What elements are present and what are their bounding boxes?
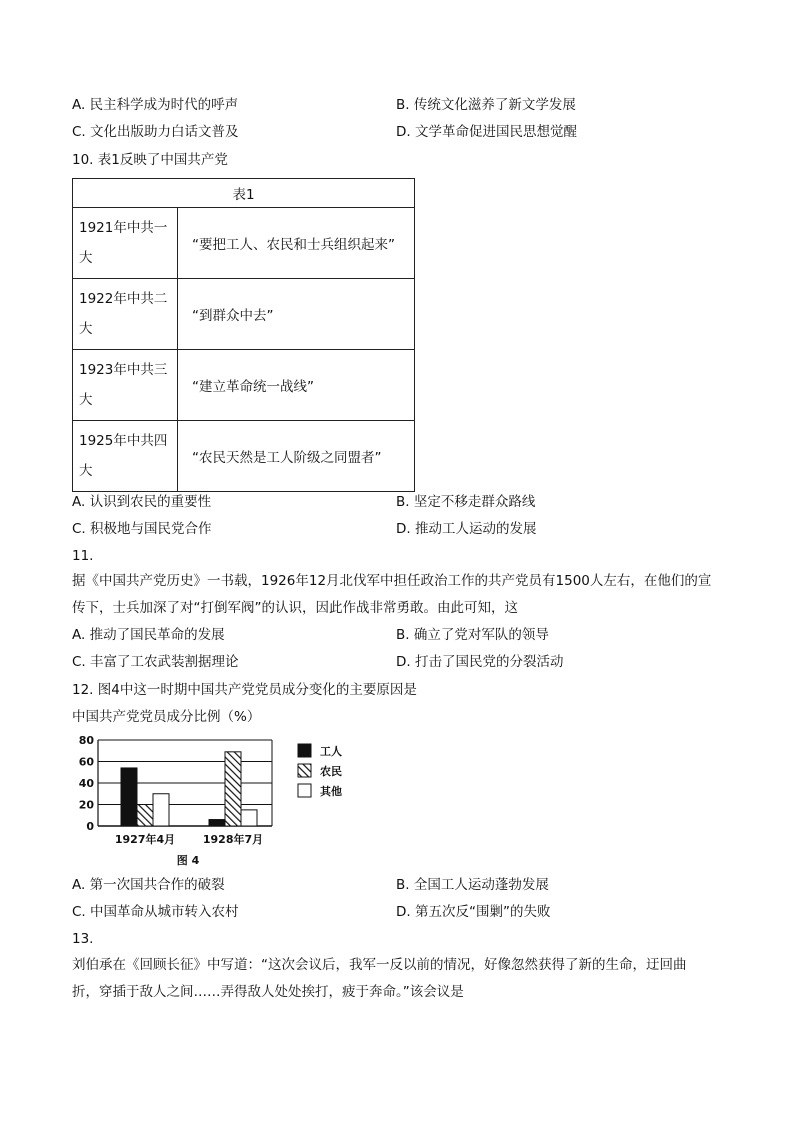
table-cell-event: 1921年中共一 大 [73,208,178,279]
q10-option-a: A. 认识到农民的重要性 [72,494,212,510]
table-cell-quote: “到群众中去” [178,279,415,350]
q12-option-a: A. 第一次国共合作的破裂 [72,877,225,893]
q11-option-c: C. 丰富了工农武装割据理论 [72,654,239,670]
bar-农民 [225,752,241,826]
table-cell-quote: “农民天然是工人阶级之同盟者” [178,421,415,492]
q10-stem: 10. 表1反映了中国共产党 [72,152,228,168]
q9-option-a: A. 民主科学成为时代的呼声 [72,97,239,113]
bar-工人 [121,768,137,826]
y-tick-label: 80 [78,734,94,747]
y-tick-label: 0 [86,820,94,833]
x-tick-label: 1927年4月 [114,833,176,846]
bar-chart [70,730,360,870]
y-tick-label: 40 [78,777,94,790]
table-caption: 表1 [73,179,415,208]
chart-heading: 中国共产党党员成分比例（%） [72,709,261,725]
table-cell-event: 1925年中共四 大 [73,421,178,492]
q13-number: 13. [72,931,94,947]
q9-option-b: B. 传统文化滋养了新文学发展 [396,97,576,113]
table-row [73,279,415,350]
table-1 [72,178,415,492]
q11-option-b: B. 确立了党对军队的领导 [396,627,549,643]
q12-option-b: B. 全国工人运动蓬勃发展 [396,877,549,893]
q11-stem-line2: 传下，士兵加深了对“打倒军阀”的认识，因此作战非常勇敢。由此可知，这 [72,600,518,616]
x-tick-label: 1928年7月 [202,833,264,846]
q12-stem: 12. 图4中这一时期中国共产党党员成分变化的主要原因是 [72,682,417,698]
bar-农民 [137,805,153,827]
table-row [73,421,415,492]
q13-stem-line2: 折，穿插于敌人之间……弄得敌人处处挨打，疲于奔命。”该会议是 [72,984,464,1000]
q11-number: 11. [72,548,94,564]
table-cell-quote: “建立革命统一战线” [178,350,415,421]
table-cell-quote: “要把工人、农民和士兵组织起来” [178,208,415,279]
legend-swatch [298,764,311,777]
legend-swatch [298,784,311,797]
q11-option-a: A. 推动了国民革命的发展 [72,627,225,643]
table-row [73,350,415,421]
q9-option-d: D. 文学革命促进国民思想觉醒 [396,124,577,140]
q10-option-c: C. 积极地与国民党合作 [72,521,212,537]
bar-工人 [209,820,225,826]
q9-option-c: C. 文化出版助力白话文普及 [72,124,239,140]
table-cell-event: 1923年中共三 大 [73,350,178,421]
y-tick-label: 60 [78,755,94,769]
table-cell-event: 1922年中共二 大 [73,279,178,350]
q10-option-b: B. 坚定不移走群众路线 [396,494,536,510]
legend-label: 农民 [320,765,342,778]
q13-stem-line1: 刘伯承在《回顾长征》中写道：“这次会议后，我军一反以前的情况，好像忽然获得了新的生命，迂回曲 [72,957,687,973]
legend-label: 其他 [320,785,342,798]
q10-option-d: D. 推动工人运动的发展 [396,521,537,537]
y-tick-label: 20 [78,798,94,812]
q11-option-d: D. 打击了国民党的分裂活动 [396,654,564,670]
q12-option-d: D. 第五次反“围剿”的失败 [396,904,551,920]
chart-title: 图 4 [176,854,200,867]
q12-option-c: C. 中国革命从城市转入农村 [72,904,239,920]
table-row [73,208,415,279]
legend-label: 工人 [320,745,342,758]
q11-stem-line1: 据《中国共产党历史》一书载，1926年12月北伐军中担任政治工作的共产党员有1500人左右，在他们的宣 [72,573,712,589]
bar-其他 [241,810,257,826]
bar-其他 [153,794,169,826]
legend-swatch [298,744,311,757]
